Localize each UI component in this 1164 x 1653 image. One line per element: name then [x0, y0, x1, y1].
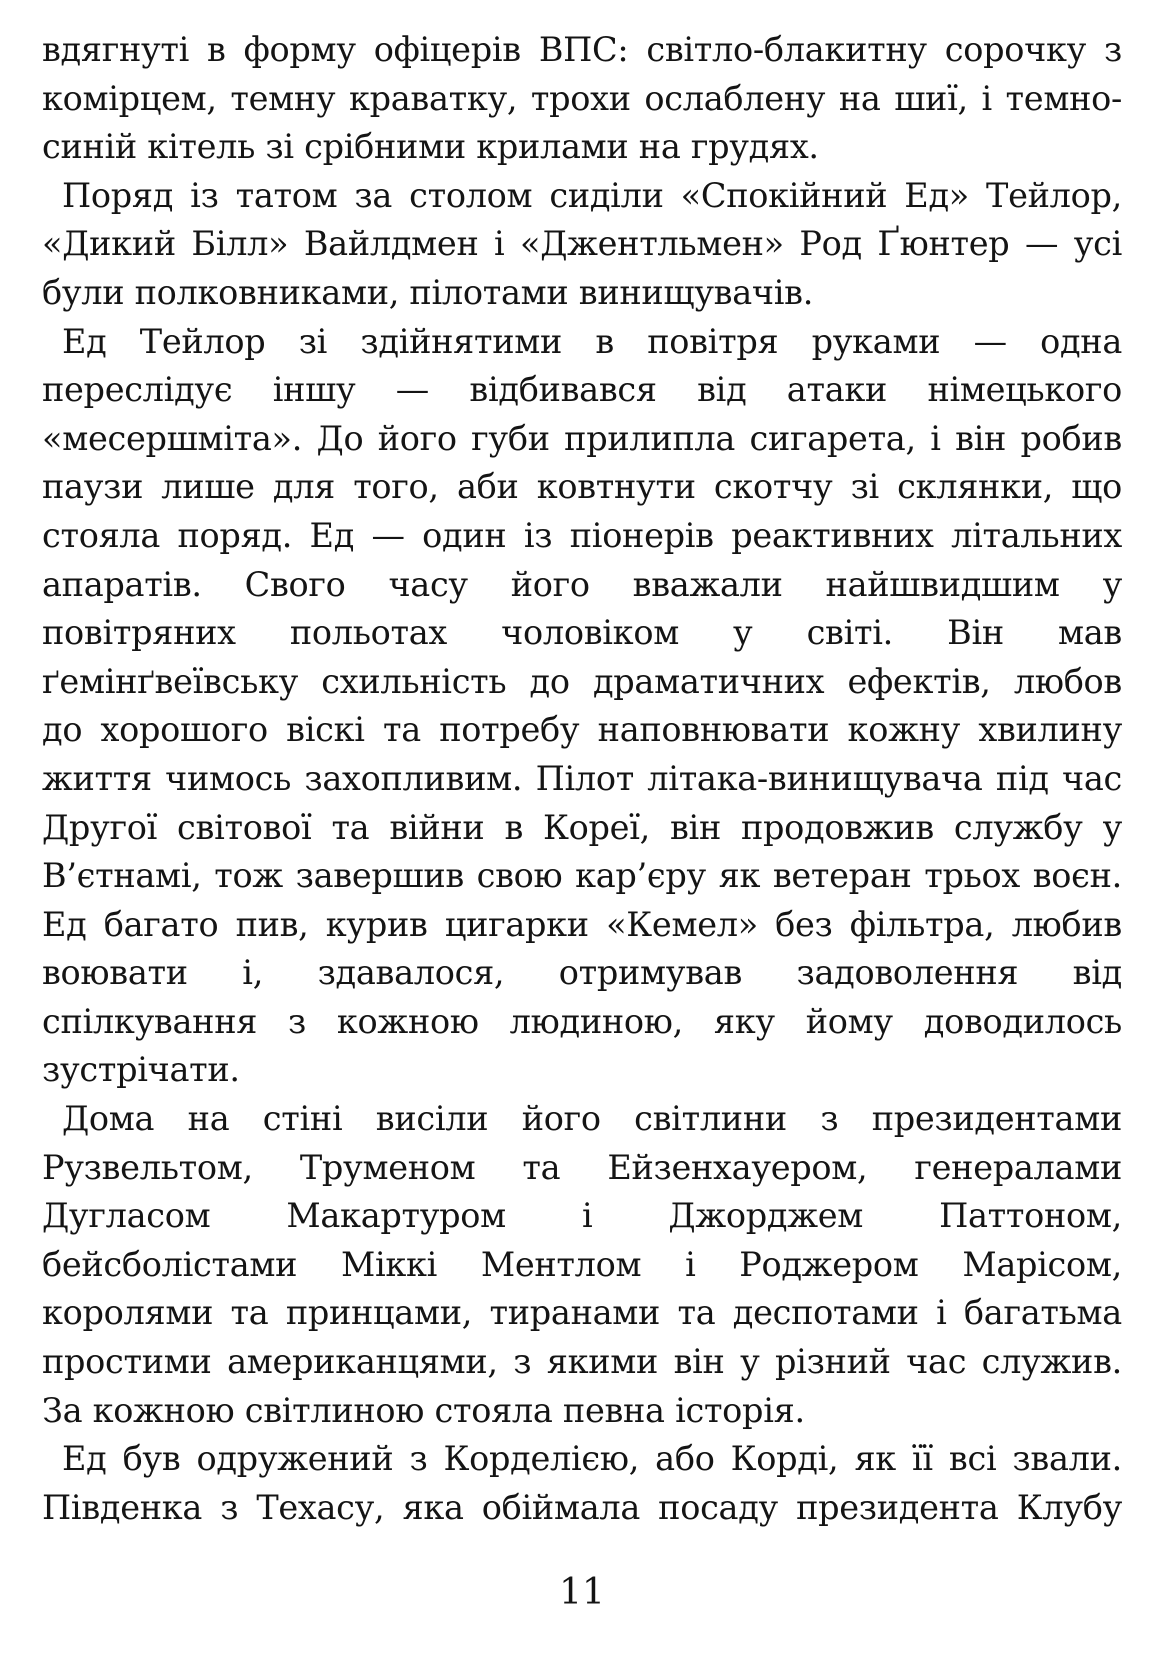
text-line: апаратів. Свого часу його вважали найшвидшим у	[42, 564, 1122, 604]
paragraph	[42, 1435, 1122, 1532]
text-line: вдягнуті в форму офіцерів ВПС: світло-блакитну сорочку з	[42, 30, 1122, 69]
text-line: повітряних польотах чоловіком у світі. Він мав	[42, 613, 1122, 653]
text-line: «месершміта». До його губи прилипла сигарета, і він робив	[42, 418, 1122, 458]
text-line: бейсболістами Міккі Ментлом і Роджером Марісом,	[42, 1244, 1122, 1284]
text-line: стояла поряд. Ед — один із піонерів реактивних літальних	[42, 515, 1122, 555]
text-line: воювати і, здавалося, отримував задоволення від	[42, 953, 1122, 993]
text-line: Другої світової та війни в Кореї, він продовжив службу у	[42, 807, 1122, 847]
text-line: були полковниками, пілотами винищувачів.	[42, 272, 814, 312]
text-line: Дома на стіні висіли його світлини з президентами	[62, 1099, 1122, 1139]
text-line: зустрічати.	[42, 1050, 240, 1090]
paragraph	[42, 26, 1122, 172]
text-line: В’єтнамі, тож завершив свою кар’єру як ветеран трьох воєн.	[42, 856, 1122, 896]
text-line: Поряд із татом за столом сиділи «Спокійний Ед» Тейлор,	[62, 175, 1122, 215]
text-line: комірцем, темну краватку, трохи ослаблену на шиї, і темно-	[42, 78, 1122, 118]
text-line: Ед багато пив, курив цигарки «Кемел» без фільтра, любив	[42, 904, 1122, 944]
paragraph	[42, 172, 1122, 318]
text-line: королями та принцами, тиранами та деспотами і багатьма	[42, 1293, 1122, 1333]
text-line: паузи лише для того, аби ковтнути скотчу зі склянки, що	[42, 467, 1122, 507]
text-line: Дугласом Макартуром і Джорджем Паттоном,	[42, 1196, 1122, 1236]
text-line: Рузвельтом, Труменом та Ейзенхауером, генералами	[42, 1147, 1122, 1187]
text-line: спілкування з кожною людиною, яку йому доводилось	[42, 1001, 1122, 1041]
text-line: до хорошого віскі та потребу наповнювати кожну хвилину	[42, 710, 1122, 750]
text-line: Ед був одружений з Корделією, або Корді, як її всі звали.	[62, 1439, 1122, 1479]
text-line: ґемінґвеївську схильність до драматичних ефектів, любов	[42, 661, 1122, 701]
paragraph	[42, 1095, 1122, 1435]
text-line: синій кітель зі срібними крилами на грудях.	[42, 127, 819, 167]
paragraph	[42, 318, 1122, 1096]
text-line: За кожною світлиною стояла певна історія.	[42, 1390, 805, 1430]
text-line: «Дикий Білл» Вайлдмен і «Джентльмен» Род Ґюнтер — усі	[42, 224, 1122, 264]
text-line: простими американцями, з якими він у різний час служив.	[42, 1342, 1122, 1382]
page-body-text	[42, 26, 1122, 1532]
text-line: Ед Тейлор зі здійнятими в повітря руками — одна	[62, 321, 1122, 361]
text-line: Південка з Техасу, яка обіймала посаду президента Клубу	[42, 1487, 1122, 1527]
text-line: життя чимось захопливим. Пілот літака-винищувача під час	[42, 758, 1122, 798]
page-number: 11	[559, 1572, 605, 1613]
text-line: переслідує іншу — відбивався від атаки німецького	[42, 370, 1122, 410]
